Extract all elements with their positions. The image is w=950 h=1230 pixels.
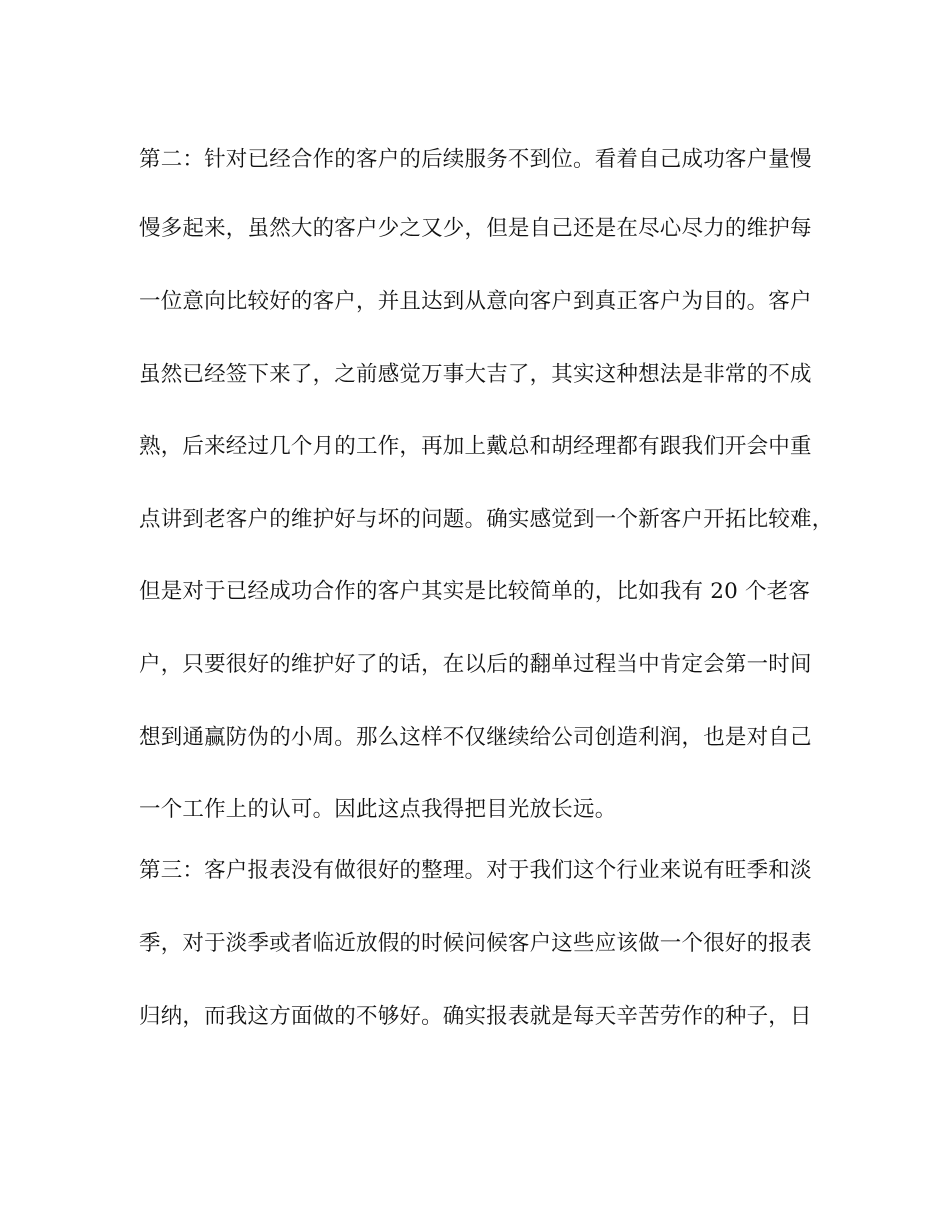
text-line: 户，只要很好的维护好了的话，在以后的翻单过程当中肯定会第一时间 <box>139 652 812 677</box>
text-line: 想到通赢防伪的小周。那么这样不仅继续给公司创造利润，也是对自己 <box>139 725 812 750</box>
text-line: 一个工作上的认可。因此这点我得把目光放长远。 <box>139 797 617 822</box>
text-line: 第二：针对已经合作的客户的后续服务不到位。看着自己成功客户量慢 <box>139 147 812 172</box>
text-line: 慢多起来，虽然大的客户少之又少，但是自己还是在尽心尽力的维护每 <box>139 216 812 241</box>
text-line: 第三：客户报表没有做很好的整理。对于我们这个行业来说有旺季和淡 <box>139 858 812 883</box>
text-line: 归纳，而我这方面做的不够好。确实报表就是每天辛苦劳作的种子，日 <box>139 1004 812 1029</box>
text-line: 一位意向比较好的客户，并且达到从意向客户到真正客户为目的。客户 <box>139 289 812 314</box>
text-line: 但是对于已经成功合作的客户其实是比较简单的，比如我有 20 个老客 <box>139 579 811 604</box>
text-line: 季，对于淡季或者临近放假的时候问候客户这些应该做一个很好的报表 <box>139 931 812 956</box>
text-line: 虽然已经签下来了，之前感觉万事大吉了，其实这种想法是非常的不成 <box>139 362 812 387</box>
text-line: 点讲到老客户的维护好与坏的问题。确实感觉到一个新客户开拓比较难， <box>139 507 834 532</box>
text-line: 熟，后来经过几个月的工作，再加上戴总和胡经理都有跟我们开会中重 <box>139 434 812 459</box>
